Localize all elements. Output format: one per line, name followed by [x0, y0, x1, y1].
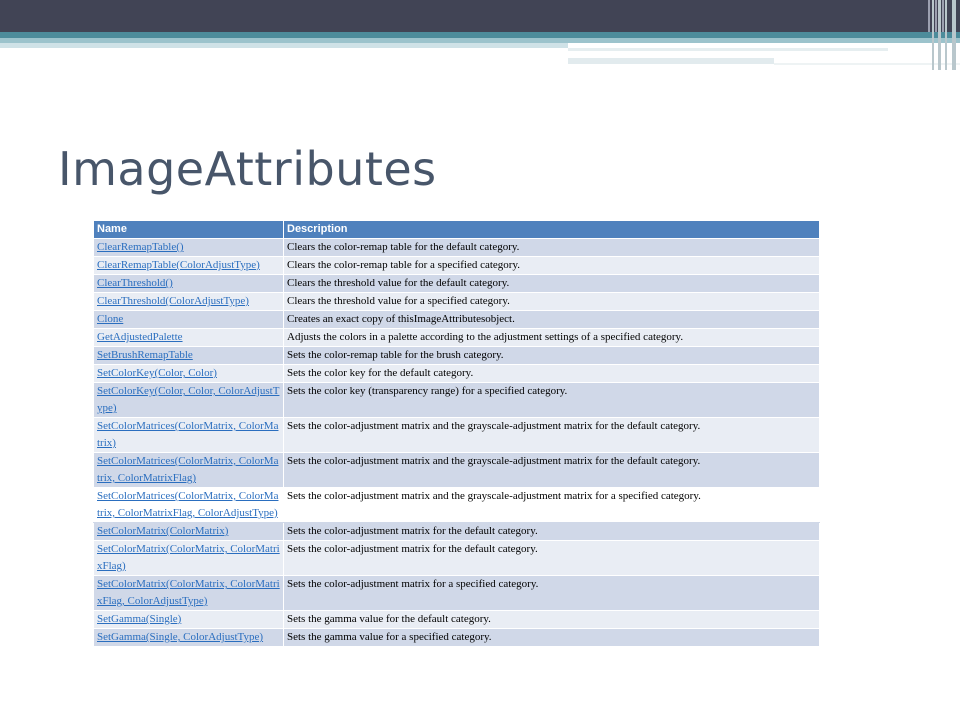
method-link[interactable]: SetColorMatrices(ColorMatrix, ColorMatrix, ColorMatrixFlag) [97, 455, 279, 484]
method-link[interactable]: SetColorMatrix(ColorMatrix, ColorMatrixFlag) [97, 543, 280, 572]
table-row [94, 329, 820, 347]
method-description-cell: Clears the threshold value for a specified category. [284, 293, 820, 311]
method-link[interactable]: GetAdjustedPalette [97, 331, 183, 343]
method-description-cell: Sets the gamma value for the default category. [284, 611, 820, 629]
table-row [94, 488, 820, 523]
method-description-cell: Sets the color-remap table for the brush category. [284, 347, 820, 365]
methods-table [93, 220, 820, 647]
top-bar [0, 0, 960, 32]
method-name-cell [94, 365, 284, 383]
column-header-name: Name [94, 221, 284, 239]
accent-stripe [568, 48, 888, 51]
method-name-cell [94, 541, 284, 576]
method-description-cell: Adjusts the colors in a palette according to the adjustment settings of a specified category. [284, 329, 820, 347]
table-row [94, 293, 820, 311]
method-name-cell [94, 611, 284, 629]
method-name-cell [94, 257, 284, 275]
method-name-cell [94, 239, 284, 257]
method-name-cell [94, 329, 284, 347]
table-row [94, 611, 820, 629]
method-link[interactable]: SetColorMatrix(ColorMatrix) [97, 525, 229, 537]
method-description-cell: Clears the threshold value for the default category. [284, 275, 820, 293]
method-description-cell: Sets the color-adjustment matrix and the grayscale-adjustment matrix for a specified category. [284, 488, 820, 523]
table-row [94, 365, 820, 383]
method-link[interactable]: ClearThreshold() [97, 277, 173, 289]
accent-stripe [568, 58, 774, 64]
method-link[interactable]: SetBrushRemapTable [97, 349, 193, 361]
method-name-cell [94, 418, 284, 453]
method-name-cell [94, 629, 284, 647]
method-name-cell [94, 453, 284, 488]
method-description-cell: Sets the color-adjustment matrix for a specified category. [284, 576, 820, 611]
table-row [94, 257, 820, 275]
decorative-bar [945, 0, 947, 70]
table-row [94, 347, 820, 365]
slide-title: ImageAttributes [58, 142, 437, 196]
table-row [94, 629, 820, 647]
decorative-right-bars [930, 0, 960, 70]
method-link[interactable]: SetColorMatrix(ColorMatrix, ColorMatrixFlag, ColorAdjustType) [97, 578, 280, 607]
table-row [94, 523, 820, 541]
decorative-bar [938, 0, 941, 70]
method-name-cell [94, 576, 284, 611]
method-name-cell [94, 383, 284, 418]
method-name-cell [94, 311, 284, 329]
method-name-cell [94, 523, 284, 541]
decorative-bar [932, 0, 934, 70]
method-name-cell [94, 293, 284, 311]
method-link[interactable]: SetColorKey(Color, Color) [97, 367, 217, 379]
method-link[interactable]: SetColorMatrices(ColorMatrix, ColorMatrix, ColorMatrixFlag, ColorAdjustType) [97, 490, 279, 519]
table-row [94, 418, 820, 453]
method-link[interactable]: SetColorMatrices(ColorMatrix, ColorMatrix) [97, 420, 279, 449]
method-description-cell: Sets the color key for the default category. [284, 365, 820, 383]
method-description-cell: Creates an exact copy of thisImageAttributesobject. [284, 311, 820, 329]
method-description-cell: Sets the color-adjustment matrix and the grayscale-adjustment matrix for the default category. [284, 453, 820, 488]
method-description-cell: Sets the color-adjustment matrix for the default category. [284, 541, 820, 576]
table-row [94, 541, 820, 576]
table-row [94, 239, 820, 257]
method-description-cell: Sets the color-adjustment matrix for the default category. [284, 523, 820, 541]
method-description-cell: Clears the color-remap table for a specified category. [284, 257, 820, 275]
table-row [94, 576, 820, 611]
column-header-description: Description [284, 221, 820, 239]
table-row [94, 275, 820, 293]
table-header-row [94, 221, 820, 239]
method-name-cell [94, 488, 284, 523]
method-link[interactable]: ClearRemapTable(ColorAdjustType) [97, 259, 260, 271]
method-link[interactable]: ClearThreshold(ColorAdjustType) [97, 295, 249, 307]
method-name-cell [94, 347, 284, 365]
method-link[interactable]: SetGamma(Single) [97, 613, 182, 625]
method-link[interactable]: SetColorKey(Color, Color, ColorAdjustType) [97, 385, 280, 414]
method-link[interactable]: SetGamma(Single, ColorAdjustType) [97, 631, 264, 643]
decorative-bar [952, 0, 956, 70]
table-row [94, 453, 820, 488]
table-row [94, 383, 820, 418]
accent-stripe [0, 43, 568, 48]
method-description-cell: Sets the gamma value for a specified category. [284, 629, 820, 647]
method-description-cell: Clears the color-remap table for the default category. [284, 239, 820, 257]
method-name-cell [94, 275, 284, 293]
table-row [94, 311, 820, 329]
method-description-cell: Sets the color key (transparency range) for a specified category. [284, 383, 820, 418]
method-link[interactable]: Clone [97, 313, 124, 325]
method-description-cell: Sets the color-adjustment matrix and the grayscale-adjustment matrix for the default category. [284, 418, 820, 453]
method-link[interactable]: ClearRemapTable() [97, 241, 184, 253]
